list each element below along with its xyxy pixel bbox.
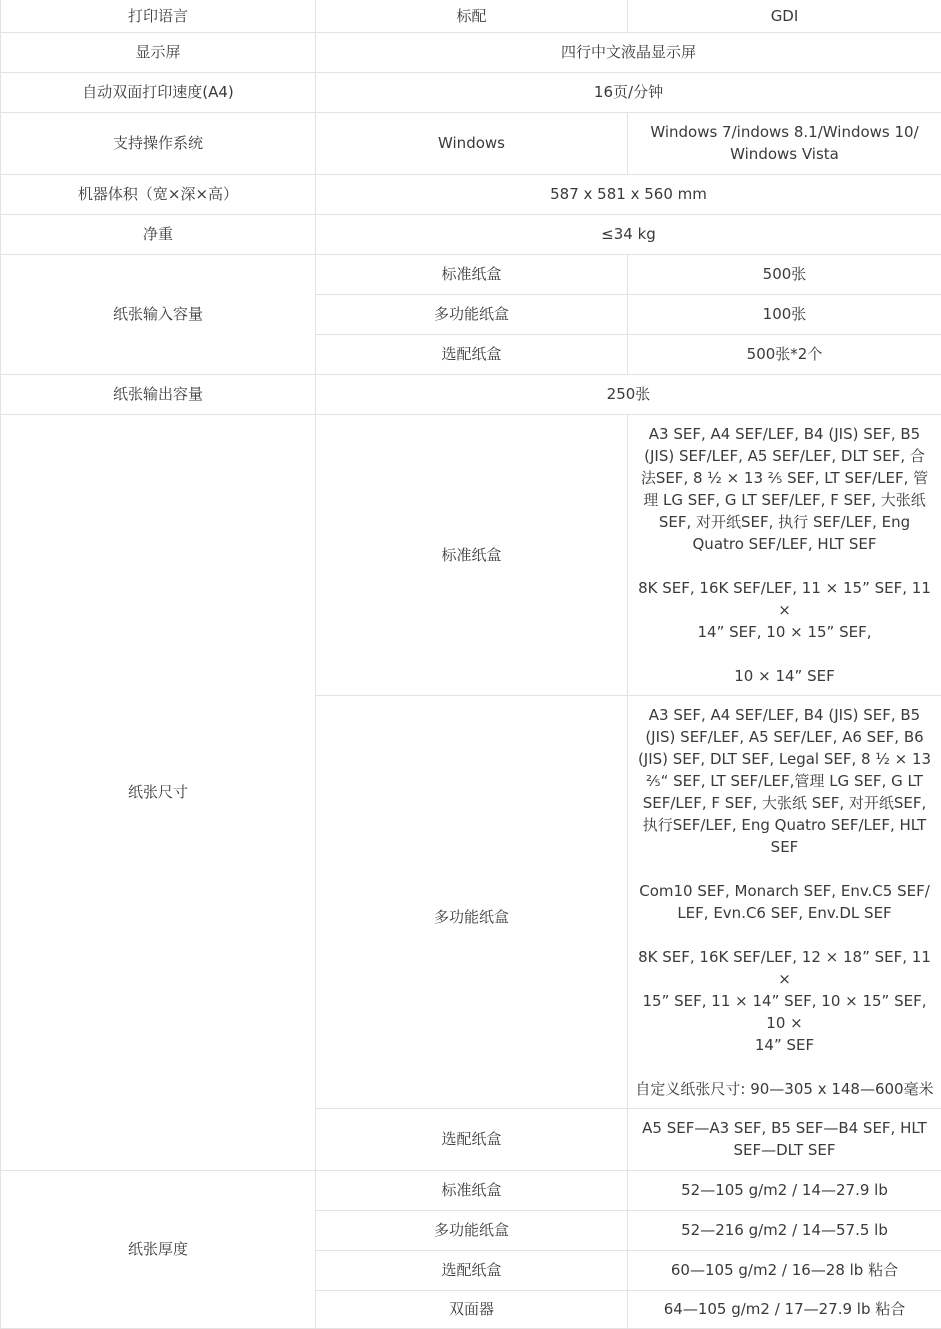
size-line: LEF, Evn.C6 SEF, Env.DL SEF: [632, 902, 937, 924]
row-output-capacity: [1, 374, 941, 414]
size-line: (JIS) SEF/LEF, A5 SEF/LEF, DLT SEF, 合: [632, 445, 937, 467]
duplex-speed-value: 16页/分钟: [316, 72, 941, 112]
paper-size-sub: 选配纸盒: [316, 1108, 628, 1170]
input-capacity-value: 500张*2个: [628, 334, 941, 374]
print-language-sub: 标配: [316, 0, 628, 32]
input-capacity-label: 纸张输入容量: [1, 254, 316, 374]
paper-weight-label: 纸张厚度: [1, 1170, 316, 1328]
row-net-weight: [1, 214, 941, 254]
size-line: A5 SEF—A3 SEF, B5 SEF—B4 SEF, HLT: [632, 1117, 937, 1139]
paper-weight-value: 64—105 g/m2 / 17—27.9 lb 粘合: [628, 1290, 941, 1328]
size-line: Com10 SEF, Monarch SEF, Env.C5 SEF/: [632, 880, 937, 902]
size-line: A3 SEF, A4 SEF/LEF, B4 (JIS) SEF, B5: [632, 704, 937, 726]
size-line: 8K SEF, 16K SEF/LEF, 11 × 15” SEF, 11 ×: [632, 577, 937, 621]
paper-size-multi-value: [628, 695, 941, 1108]
size-line: ⅖“ SEF, LT SEF/LEF,管理 LG SEF, G LT: [632, 770, 937, 792]
paper-weight-sub: 选配纸盒: [316, 1250, 628, 1290]
paper-weight-sub: 标准纸盒: [316, 1170, 628, 1210]
size-line: 10 × 14” SEF: [632, 665, 937, 687]
paper-weight-value: 52—105 g/m2 / 14—27.9 lb: [628, 1170, 941, 1210]
size-line: 理 LG SEF, G LT SEF/LEF, F SEF, 大张纸: [632, 489, 937, 511]
display-label: 显示屏: [1, 32, 316, 72]
print-language-value: GDI: [628, 0, 941, 32]
size-line: 自定义纸张尺寸: 90—305 x 148—600毫米: [632, 1078, 937, 1100]
dimensions-label: 机器体积（宽×深×高）: [1, 174, 316, 214]
size-line: 执行SEF/LEF, Eng Quatro SEF/LEF, HLT: [632, 814, 937, 836]
size-line: Quatro SEF/LEF, HLT SEF: [632, 533, 937, 555]
size-line: SEF, 对开纸SEF, 执行 SEF/LEF, Eng: [632, 511, 937, 533]
paragraph-gap: [632, 924, 937, 946]
paper-weight-value: 60—105 g/m2 / 16—28 lb 粘合: [628, 1250, 941, 1290]
input-capacity-sub: 标准纸盒: [316, 254, 628, 294]
os-label: 支持操作系统: [1, 112, 316, 174]
duplex-speed-label: 自动双面打印速度(A4): [1, 72, 316, 112]
paper-weight-sub: 多功能纸盒: [316, 1210, 628, 1250]
row-dimensions: [1, 174, 941, 214]
row-print-language: [1, 0, 941, 32]
row-input-capacity: [1, 254, 941, 294]
size-line: (JIS) SEF/LEF, A5 SEF/LEF, A6 SEF, B6: [632, 726, 937, 748]
paragraph-gap: [632, 858, 937, 880]
display-value: 四行中文液晶显示屏: [316, 32, 941, 72]
row-duplex-speed: [1, 72, 941, 112]
size-line: SEF—DLT SEF: [632, 1139, 937, 1161]
size-line: 14” SEF, 10 × 15” SEF,: [632, 621, 937, 643]
os-value-line: Windows Vista: [632, 143, 937, 165]
output-capacity-label: 纸张输出容量: [1, 374, 316, 414]
row-paper-size: [1, 414, 941, 695]
os-value-line: Windows 7/indows 8.1/Windows 10/: [632, 121, 937, 143]
net-weight-value: ≤34 kg: [316, 214, 941, 254]
size-line: 15” SEF, 11 × 14” SEF, 10 × 15” SEF, 10 ×: [632, 990, 937, 1034]
input-capacity-value: 100张: [628, 294, 941, 334]
paragraph-gap: [632, 643, 937, 665]
size-line: 8K SEF, 16K SEF/LEF, 12 × 18” SEF, 11 ×: [632, 946, 937, 990]
paragraph-gap: [632, 555, 937, 577]
paper-size-sub: 标准纸盒: [316, 414, 628, 695]
size-line: 14” SEF: [632, 1034, 937, 1056]
output-capacity-value: 250张: [316, 374, 941, 414]
net-weight-label: 净重: [1, 214, 316, 254]
print-language-label: 打印语言: [1, 0, 316, 32]
row-paper-weight: [1, 1170, 941, 1210]
os-sub: Windows: [316, 112, 628, 174]
input-capacity-value: 500张: [628, 254, 941, 294]
paper-size-sub: 多功能纸盒: [316, 695, 628, 1108]
row-display: [1, 32, 941, 72]
size-line: (JIS) SEF, DLT SEF, Legal SEF, 8 ½ × 13: [632, 748, 937, 770]
paragraph-gap: [632, 1056, 937, 1078]
paper-size-standard-value: [628, 414, 941, 695]
paper-weight-sub: 双面器: [316, 1290, 628, 1328]
input-capacity-sub: 多功能纸盒: [316, 294, 628, 334]
os-value: [628, 112, 941, 174]
size-line: A3 SEF, A4 SEF/LEF, B4 (JIS) SEF, B5: [632, 423, 937, 445]
size-line: SEF: [632, 836, 937, 858]
size-line: 法SEF, 8 ½ × 13 ⅖ SEF, LT SEF/LEF, 管: [632, 467, 937, 489]
input-capacity-sub: 选配纸盒: [316, 334, 628, 374]
dimensions-value: 587 x 581 x 560 mm: [316, 174, 941, 214]
row-os: [1, 112, 941, 174]
paper-size-label: 纸张尺寸: [1, 414, 316, 1170]
paper-weight-value: 52—216 g/m2 / 14—57.5 lb: [628, 1210, 941, 1250]
size-line: SEF/LEF, F SEF, 大张纸 SEF, 对开纸SEF,: [632, 792, 937, 814]
paper-size-optional-value: [628, 1108, 941, 1170]
